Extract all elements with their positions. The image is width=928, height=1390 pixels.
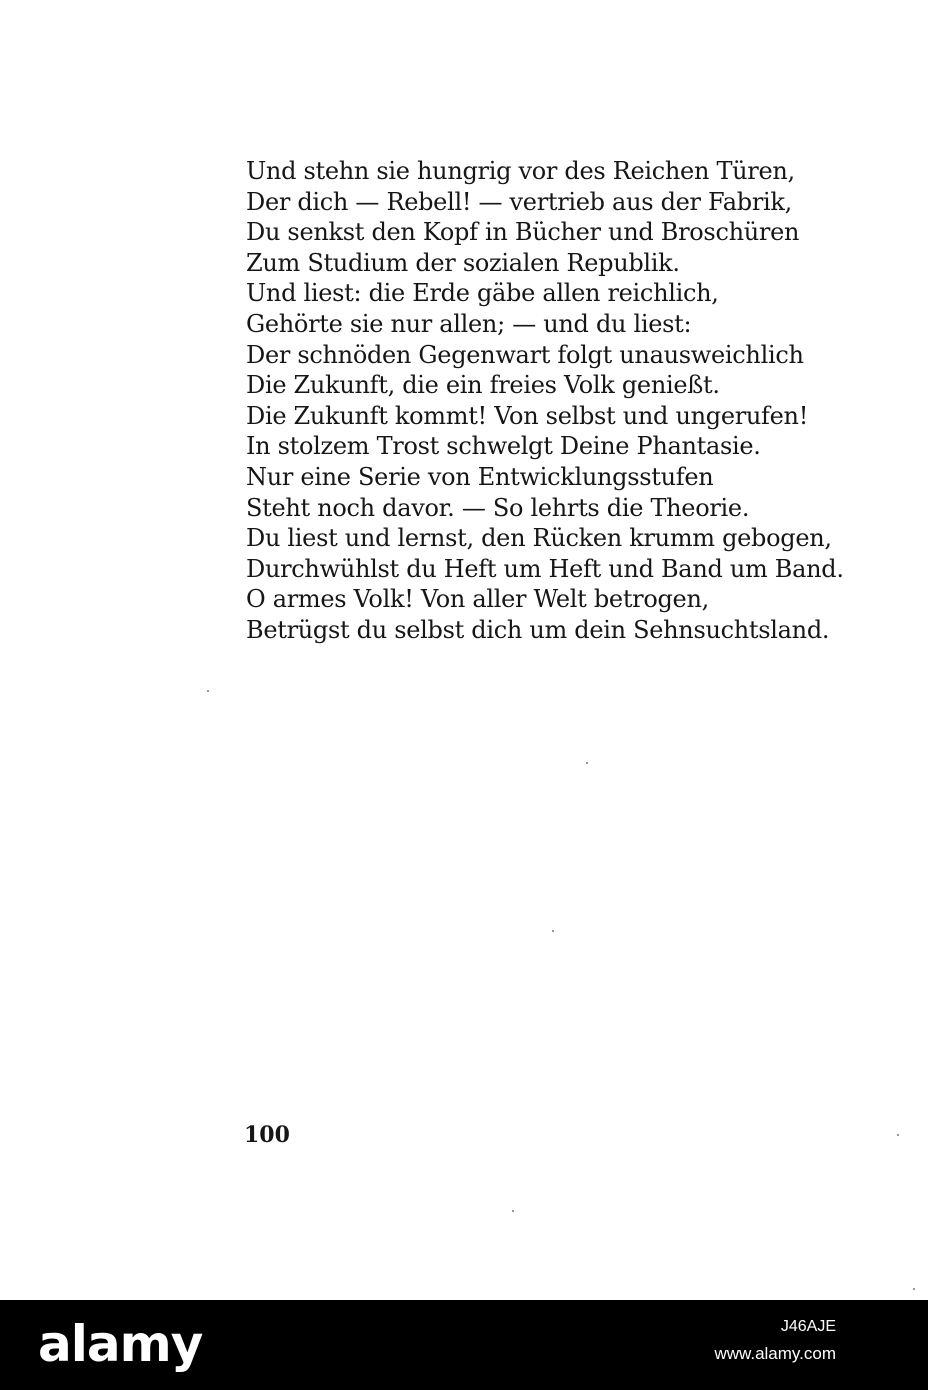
paper-speck <box>207 690 209 692</box>
poem-line: Die Zukunft, die ein freies Volk genießt. <box>246 371 720 400</box>
paper-speck <box>552 930 554 932</box>
image-id: J46AJE <box>780 1318 836 1335</box>
poem-line: Zum Studium der sozialen Republik. <box>246 248 680 277</box>
poem-line: Der dich — Rebell! — vertrieb aus der Fabrik, <box>246 187 792 216</box>
poem-line: Du liest und lernst, den Rücken krumm gebogen, <box>246 524 832 553</box>
paper-speck <box>586 762 588 764</box>
poem-line: Betrügst du selbst dich um dein Sehnsuchtsland. <box>246 615 830 644</box>
poem-line: Durchwühlst du Heft um Heft und Band um Band. <box>246 554 844 583</box>
paper-speck <box>897 1134 899 1136</box>
page-number: 100 <box>244 1122 290 1148</box>
poem-line: In stolzem Trost schwelgt Deine Phantasie. <box>246 432 761 461</box>
poem-line: Die Zukunft kommt! Von selbst und ungerufen! <box>246 401 809 430</box>
paper-speck <box>512 1210 514 1212</box>
poem-line: Steht noch davor. — So lehrts die Theorie. <box>246 493 750 522</box>
paper-speck <box>913 1288 915 1290</box>
poem-line: Und liest: die Erde gäbe allen reichlich, <box>246 279 719 308</box>
alamy-logo: alamy <box>38 1315 203 1373</box>
poem-line: Gehörte sie nur allen; — und du liest: <box>246 309 692 338</box>
poem-line: Du senkst den Kopf in Bücher und Broschüren <box>246 218 800 247</box>
poem-line: Nur eine Serie von Entwicklungsstufen <box>246 462 714 491</box>
poem-stanza <box>246 156 886 646</box>
poem-line: O armes Volk! Von aller Welt betrogen, <box>246 585 709 614</box>
site-url: www.alamy.com <box>714 1344 836 1363</box>
poem-line: Der schnöden Gegenwart folgt unausweichlich <box>246 340 804 369</box>
poem-line: Und stehn sie hungrig vor des Reichen Türen, <box>246 157 795 185</box>
